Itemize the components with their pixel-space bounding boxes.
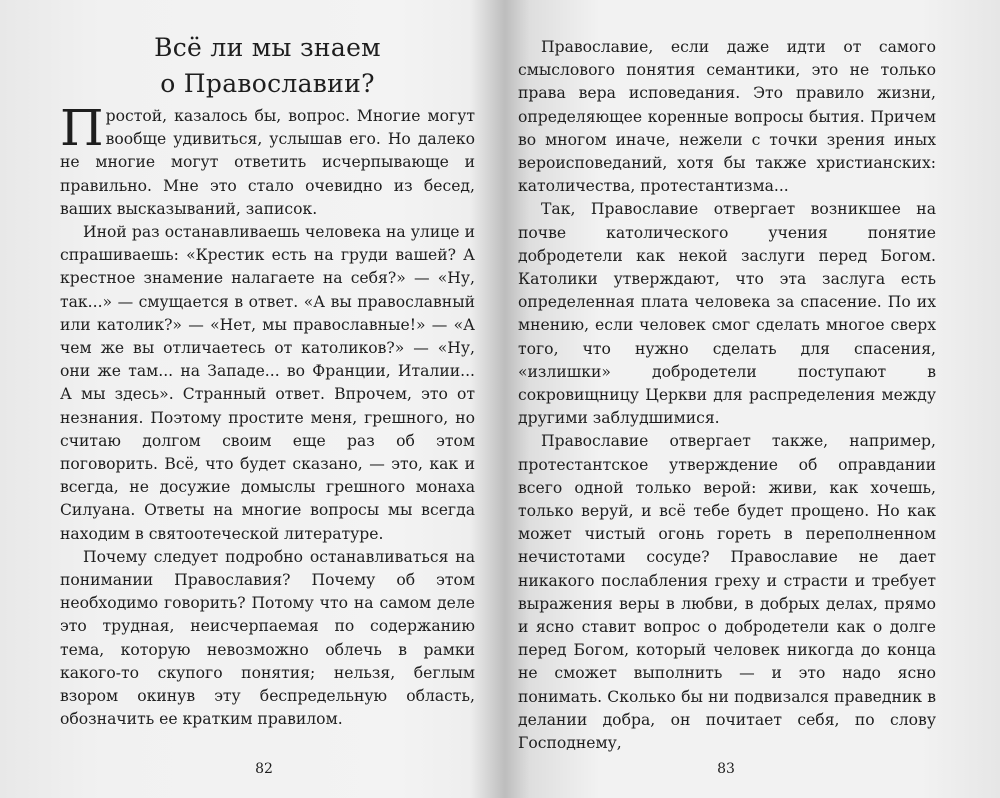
chapter-title-line-1: Всё ли мы знаем [154, 33, 381, 62]
paragraph: Почему следует подробно останавливаться на понимании Православия? Почему об этом необходимо говорить? Потому что на самом деле это трудная, неисчерпаемая по содержанию тема, которую невозможно облечь в рамки какого-то скупого понятия; нельзя, беглым взором окинув эту беспредельную область, обозначить ее кратким правилом. [60, 547, 475, 729]
drop-cap: П [60, 99, 104, 157]
paragraph [60, 99, 475, 221]
page-number: 83 [717, 761, 735, 777]
chapter-title-line-2: о Православии? [160, 69, 375, 98]
paragraph: Православие отвергает также, например, протестантское утверждение об оправдании всего одной только верой: живи, как хочешь, только веруй, и всё тебе будет прощено. Но как может чистый огонь гореть в переполненном нечистотами сосуде? Православие не дает никакого послабления греху и страсти и требует выражения веры в любви, в добрых делах, прямо и ясно ставит вопрос о добродетели как о долге перед Богом, который человек никогда до конца не сможет выполнить — и это надо ясно понимать. Сколько бы ни подвизался праведник в делании добра, он почитает себя, по слову Господнему, [518, 432, 936, 753]
paragraph-text: ростой, казалось бы, вопрос. Многие могут вообще удивиться, услышав его. Но далеко не многие могут ответить исчерпывающе и правильно. Мне это стало очевидно из бесед, ваших высказываний, записок. [60, 107, 475, 218]
chapter-title [60, 30, 475, 102]
right-page [500, 0, 1000, 798]
paragraph: Так, Православие отвергает возникшее на почве католического учения понятие добродетели как некой заслуги перед Богом. Католики утверждают, что эта заслуга есть определенная плата человека за спасение. По их мнению, если человек смог сделать многое сверх того, что нужно сделать для спасения, «излишки» добродетели поступают в сокровищницу Церкви для распределения между другими заблудшимися. [518, 200, 936, 428]
right-page-body [518, 36, 936, 755]
paragraph: Православие, если даже идти от самого смыслового понятия семантики, это не только права вера исповедания. Это правило жизни, определяющее коренные вопросы бытия. Причем во многом иначе, нежели с точки зрения иных вероисповеданий, хотя бы также христианских: католичества, протестантизма... [518, 38, 936, 196]
paragraph: Иной раз останавливаешь человека на улице и спрашиваешь: «Крестик есть на груди вашей? А крестное знамение налагаете на себя?» — «Ну, так...» — смущается в ответ. «А вы православный или католик?» — «Нет, мы православные!» — «А чем же вы отличаетесь от католиков?» — «Ну, они же там... на Западе... во Франции, Италии... А мы здесь». Странный ответ. Впрочем, это от незнания. Поэтому простите меня, грешного, но считаю долгом своим еще раз об этом поговорить. Всё, что будет сказано, — это, как и всегда, не досужие домыслы грешного монаха Силуана. Ответы на многие вопросы мы всегда находим в святоотеческой литературе. [60, 223, 475, 543]
page-number: 82 [255, 761, 273, 777]
left-page-body [60, 99, 475, 731]
